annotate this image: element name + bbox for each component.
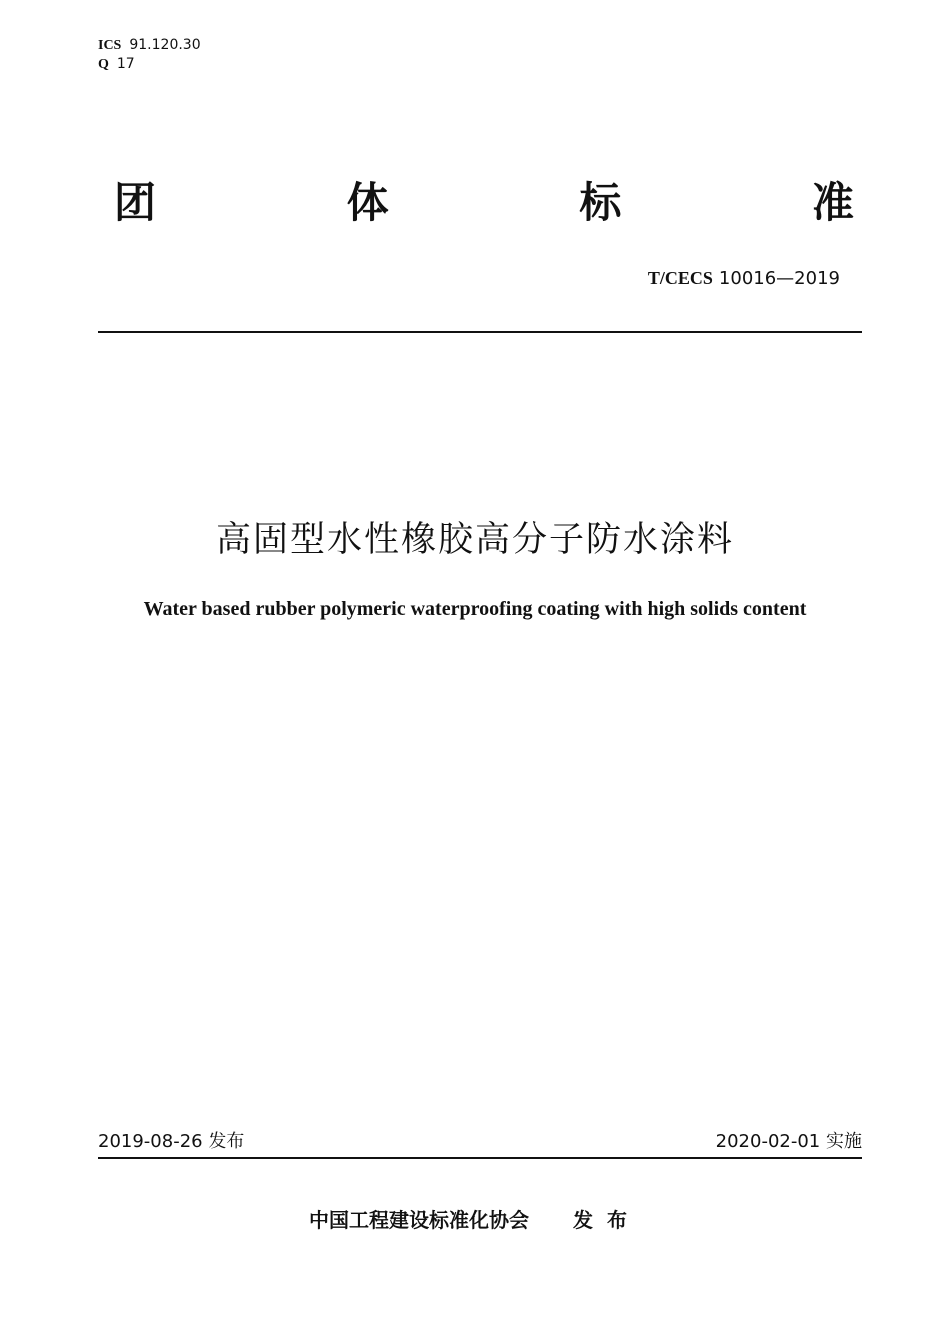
standard-type-char: 体 [346, 178, 389, 227]
publisher-organization: 中国工程建设标准化协会 [309, 1208, 529, 1232]
ics-label: ICS [98, 38, 122, 53]
publisher-action: 发布 [573, 1208, 641, 1232]
top-divider [98, 331, 862, 333]
standard-type-heading [114, 178, 854, 228]
bottom-divider [98, 1157, 862, 1159]
title-english: Water based rubber polymeric waterproofing coating with high solids content [143, 598, 807, 620]
standard-number [648, 268, 840, 289]
ics-number: 91.120.30 [129, 37, 201, 53]
title-chinese: 高固型水性橡胶高分子防水涂料 [215, 520, 734, 560]
publisher-line [0, 1204, 950, 1233]
ccs-number: 17 [116, 56, 135, 72]
standard-number-value: 10016—2019 [718, 268, 840, 289]
publish-date: 2019-08-26 发布 [98, 1131, 245, 1152]
ccs-label: Q [98, 57, 109, 72]
standard-type-char: 团 [114, 178, 157, 227]
classification-codes [98, 36, 201, 74]
standard-type-char: 准 [811, 178, 854, 227]
ccs-row [98, 55, 201, 74]
implementation-date: 2020-02-01 实施 [715, 1131, 862, 1152]
standard-type-char: 标 [579, 178, 622, 227]
standard-number-prefix: T/CECS [647, 268, 713, 288]
ics-row [98, 36, 201, 55]
